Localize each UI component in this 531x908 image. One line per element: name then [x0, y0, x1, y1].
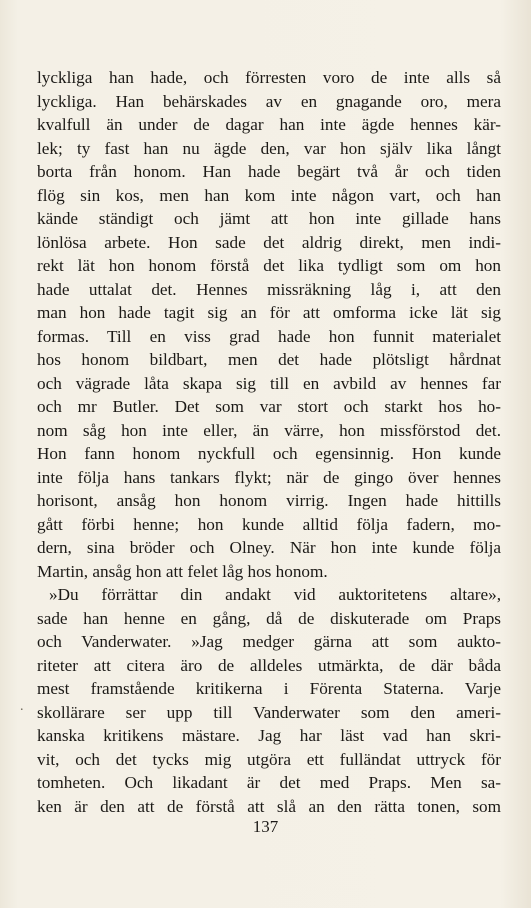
text-line: rekt lät hon honom förstå det lika tydligt som om hon — [37, 256, 501, 275]
text-line: och vägrade låta skapa sig till en avbild av hennes far — [37, 373, 501, 393]
page-number: 137 — [252, 817, 279, 836]
text-line: kände ständigt och jämt att hon inte gillade hans — [37, 209, 501, 228]
text-line: mest framstående kritikerna i Förenta Staterna. Varje — [37, 679, 501, 698]
text-line: hade uttalat det. Hennes missräkning låg i, att den — [37, 279, 501, 299]
text-line: riteter att citera äro de alldeles utmärkta, de där båda — [37, 655, 501, 675]
text-line: horisont, ansåg hon honom virrig. Ingen hade hittills — [37, 491, 501, 510]
text-line: skollärare ser upp till Vanderwater som den ameri- — [37, 702, 501, 722]
text-line: dern, sina bröder och Olney. När hon inte kunde följa — [37, 538, 501, 557]
text-line: hos honom bildbart, men det hade plötsligt hårdnat — [37, 350, 501, 369]
text-line: kanska kritikens mästare. Jag har läst vad han skri- — [37, 726, 501, 745]
text-line: gått förbi henne; hon kunde alltid följa fadern, mo- — [37, 514, 501, 534]
text-line: »Du förrättar din andakt vid auktoritetens altare», — [49, 585, 501, 604]
text-line: sade han henne en gång, då de diskuterade om Praps — [37, 608, 501, 628]
text-line: lyckliga han hade, och förresten voro de inte alls så — [37, 68, 501, 87]
text-line: borta från honom. Han hade begärt två år och tiden — [37, 162, 501, 181]
text-line: flög sin kos, men han kom inte någon vart, och han — [37, 185, 501, 205]
text-line: inte följa hans tankars flykt; när de gingo över hennes — [37, 467, 501, 487]
text-line: ken är den att de förstå att slå an den rätta tonen, som — [37, 796, 501, 816]
text-line: lönlösa arbete. Hon sade det aldrig direkt, men indi- — [37, 232, 501, 252]
text-line: Hon fann honom nyckfull och egensinnig. Hon kunde — [37, 444, 501, 463]
text-line: lyckliga. Han behärskades av en gnagande oro, mera — [37, 91, 501, 111]
text-line: nom såg hon inte eller, än värre, hon missförstod det. — [37, 420, 501, 440]
text-line: Martin, ansåg hon att felet låg hos honom. — [37, 561, 328, 581]
text-line: och mr Butler. Det som var stort och starkt hos ho- — [37, 397, 501, 416]
text-line: vit, och det tycks mig utgöra ett fulländat uttryck för — [37, 749, 501, 769]
margin-mark: . — [20, 699, 24, 714]
text-line: formas. Till en viss grad hade hon funnit materialet — [37, 326, 501, 346]
text-line: och Vanderwater. »Jag medger gärna att som aukto- — [37, 632, 501, 651]
text-line: tomheten. Och likadant är det med Praps. Men sa- — [37, 773, 501, 792]
body-text — [37, 66, 501, 818]
text-line: man hon hade tagit sig an för att omforma icke lät sig — [37, 303, 501, 322]
text-line: kvalfull än under de dagar han inte ägde hennes kär- — [37, 115, 501, 134]
text-line: lek; ty fast han nu ägde den, var hon själv lika långt — [37, 138, 501, 158]
